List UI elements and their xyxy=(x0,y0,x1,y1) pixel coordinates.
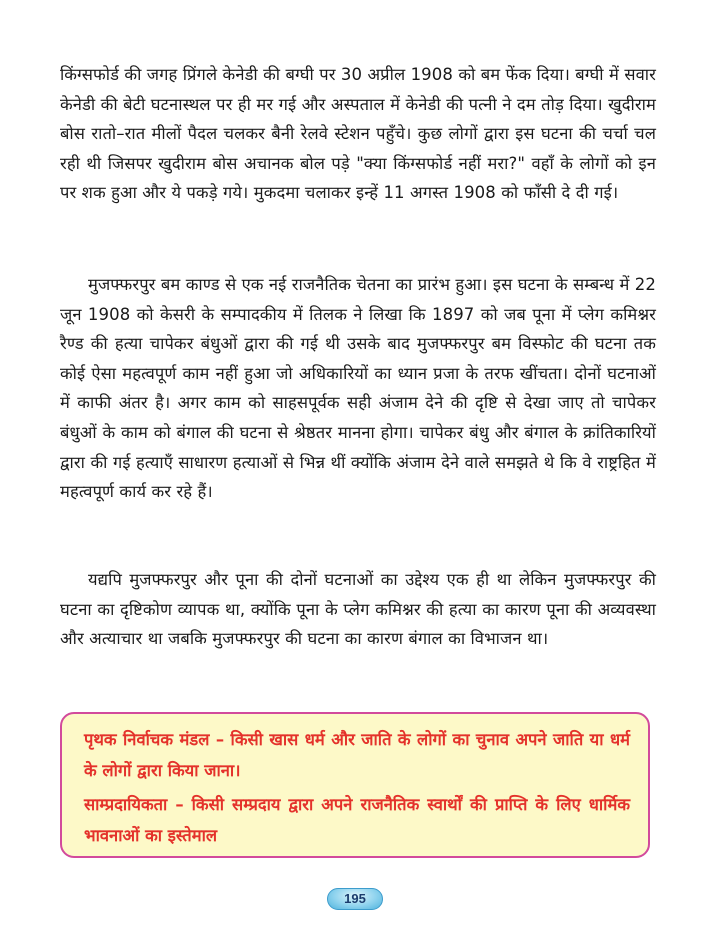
paragraph-khudiram-bose: किंग्सफोर्ड की जगह प्रिंगले केनेडी की बग्घी पर 30 अप्रील 1908 को बम फेंक दिया। बग्घी में सवार केनेडी की बेटी घटनास्थल पर ही मर गई और अस्पताल में केनेडी की पत्नी ने दम तोड़ दिया। खुदीराम बोस रातो–रात मीलों पैदल चलकर बैनी रेलवे स्टेशन पहुँचे। कुछ लोगों द्वारा इस घटना की चर्चा चल रही थी जिसपर खुदीराम बोस अचानक बोल पड़े "क्या किंग्सफोर्ड नहीं मरा?" वहाँ के लोगों को इन पर शक हुआ और ये पकड़े गये। मुकदमा चलाकर इन्हें 11 अगस्त 1908 को फाँसी दे दी गई। xyxy=(60,65,656,203)
paragraph-muzaffarpur-pune-comparison: यद्यपि मुजफ्फरपुर और पूना की दोनों घटनाओं का उद्देश्य एक ही था लेकिन मुजफ्फरपुर की घटना का दृष्टिकोण व्यापक था, क्योंकि पूना के प्लेग कमिश्नर की हत्या का कारण पूना की अव्यवस्था और अत्याचार था जबकि मुजफ्फरपुर की घटना का कारण बंगाल का विभाजन था। xyxy=(60,570,656,649)
page-number-badge: 195 xyxy=(327,888,383,910)
definition-note-box xyxy=(60,712,650,858)
definition-communalism: साम्प्रदायिकता – किसी सम्प्रदाय द्वारा अपने राजनैतिक स्वार्थों की प्राप्ति के लिए धार्मिक भावनाओं का इस्तेमाल xyxy=(84,795,630,845)
definition-separate-electorate: पृथक निर्वाचक मंडल – किसी खास धर्म और जाति के लोगों का चुनाव अपने जाति या धर्म के लोगों द्वारा किया जाना। xyxy=(84,730,630,780)
paragraph-muzaffarpur-bomb-case: मुजफ्फरपुर बम काण्ड से एक नई राजनैतिक चेतना का प्रारंभ हुआ। इस घटना के सम्बन्ध में 22 जून 1908 को केसरी के सम्पादकीय में तिलक ने लिखा कि 1897 को जब पूना में प्लेग कमिश्नर रैण्ड की हत्या चापेकर बंधुओं द्वारा की गई थी उसके बाद मुजफ्फरपुर बम विस्फोट की घटना तक कोई ऐसा महत्वपूर्ण काम नहीं हुआ जो अधिकारियों का ध्यान प्रजा के तरफ खींचता। दोनों घटनाओं में काफी अंतर है। अगर काम को साहसपूर्वक सही अंजाम देने की दृष्टि से देखा जाए तो चापेकर बंधुओं के काम को बंगाल की घटना से श्रेष्ठतर मानना होगा। चापेकर बंधु और बंगाल के क्रांतिकारियों द्वारा की गई हत्याएँ साधारण हत्याओं से भिन्न थीं क्योंकि अंजाम देने वाले समझते थे कि वे राष्ट्रहित में महत्वपूर्ण कार्य कर रहे हैं। xyxy=(60,275,656,502)
